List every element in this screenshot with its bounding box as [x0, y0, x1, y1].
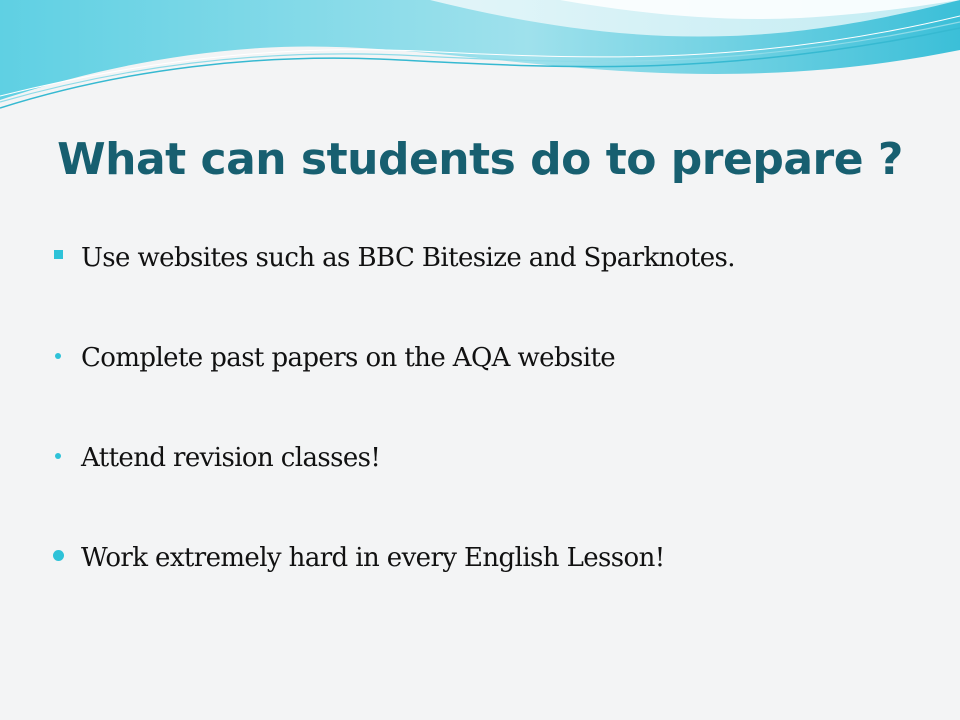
list-item	[48, 238, 908, 278]
dot-bullet-icon	[48, 438, 70, 478]
bullet-text: Complete past papers on the AQA website	[81, 343, 616, 373]
wave-banner-decoration	[0, 0, 960, 115]
square-bullet-icon	[48, 238, 70, 278]
dot-bullet-icon	[48, 338, 70, 378]
list-item	[48, 338, 908, 378]
bullet-text: Use websites such as BBC Bitesize and Sparknotes.	[81, 243, 735, 273]
slide-title: What can students do to prepare ?	[57, 134, 903, 185]
dot-bullet-icon	[48, 538, 70, 578]
bullet-text: Attend revision classes!	[81, 443, 381, 473]
list-item	[48, 438, 908, 478]
list-item	[48, 538, 908, 578]
bullet-text: Work extremely hard in every English Lesson!	[81, 543, 665, 573]
